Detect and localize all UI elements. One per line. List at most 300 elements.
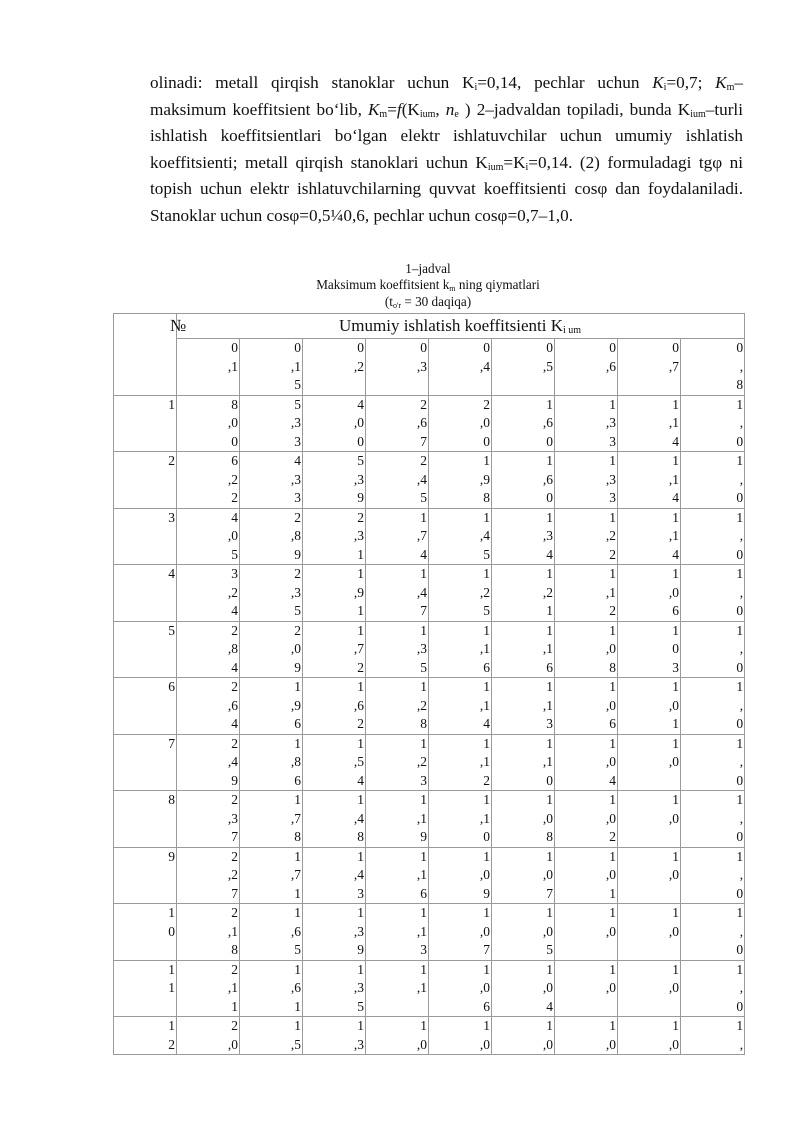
table-cell [492, 452, 555, 509]
cell-line: 1 [294, 848, 301, 864]
cell-line: 3 [231, 566, 238, 581]
table-cell [492, 791, 555, 848]
group-header-label: Umumiy ishlatish koeffitsienti K [339, 316, 563, 335]
table-cell [555, 452, 618, 509]
table-cell [366, 508, 429, 565]
cell-line: 1 [736, 453, 744, 468]
cell-line: 4 [672, 433, 679, 449]
column-header-row [114, 339, 745, 396]
cell-line: 0 [546, 340, 553, 355]
row-number-header: № [114, 314, 177, 396]
table-cell [429, 678, 492, 735]
cell-line: 1 [294, 961, 301, 977]
cell-line: 0 [736, 433, 744, 449]
paragraph-text: (K [401, 99, 420, 119]
table-cell [177, 452, 240, 509]
table-cell [303, 508, 366, 565]
cell-line: , [739, 641, 744, 656]
cell-line: 2 [420, 453, 427, 468]
cell-line: 5 [357, 453, 364, 468]
cell-line: 0 [736, 829, 744, 844]
cell-line: 0 [736, 716, 744, 731]
table-cell [240, 1017, 303, 1055]
cell-line: 1 [672, 566, 679, 581]
cell-line: 1 [546, 566, 553, 581]
cell-line: ,0 [605, 754, 616, 769]
cell-line: ,1 [542, 641, 553, 656]
cell-line: 3 [609, 433, 616, 449]
cell-line: 5 [483, 603, 490, 618]
row-number [114, 791, 177, 848]
cell-line: ,6 [353, 697, 364, 713]
cell-line: ,0 [353, 415, 364, 430]
cell-line: 7 [420, 603, 427, 618]
cell-line: 1 [736, 792, 744, 807]
cell-line: 3 [294, 433, 301, 449]
paragraph-italic: n [445, 99, 455, 119]
cell-line: ,2 [353, 358, 364, 374]
cell-line: ,1 [290, 358, 301, 374]
cell-line: 1 [357, 603, 364, 618]
cell-line: ,9 [479, 471, 490, 487]
paragraph-text: , [435, 99, 446, 119]
cell-line: 2 [231, 848, 238, 864]
cell-line: 0 [483, 433, 490, 449]
cell-line: 2 [231, 679, 238, 694]
row-number [114, 565, 177, 622]
table-cell [240, 904, 303, 961]
cell-line: 4 [672, 490, 679, 505]
cell-line: ,9 [353, 584, 364, 600]
cell-line: ,5 [290, 1036, 301, 1052]
cell-line: 1 [420, 622, 427, 638]
paragraph-text: =0,7; [666, 73, 716, 92]
cell-line: ,6 [227, 697, 238, 713]
table-cell [429, 565, 492, 622]
table-cell [429, 1017, 492, 1055]
cell-line: 1 [546, 848, 553, 864]
table-cell [177, 734, 240, 791]
cell-line: 1 [294, 735, 301, 751]
cell-line: 1 [609, 1018, 616, 1033]
cell-line: 3 [294, 490, 301, 505]
table-title-tail: ning qiymatlari [455, 277, 540, 292]
cell-line: 1 [357, 1018, 364, 1033]
cell-line: 1 [546, 509, 553, 525]
cell-line: , [739, 754, 744, 769]
table-cell [177, 1017, 240, 1055]
table-cell [429, 452, 492, 509]
cell-line: 1 [168, 396, 175, 412]
cell-line: 6 [168, 679, 175, 694]
paragraph-text: = [387, 99, 397, 119]
cell-line: ,4 [227, 754, 238, 769]
table-cell [492, 678, 555, 735]
cell-line: ,1 [227, 980, 238, 995]
cell-line: 1 [420, 566, 427, 581]
cell-line: ,0 [605, 697, 616, 713]
kmax-table [113, 313, 745, 1055]
cell-line: 6 [294, 716, 301, 731]
cell-line: 1 [736, 622, 744, 638]
cell-line: 1 [420, 509, 427, 525]
cell-line: 1 [168, 961, 175, 977]
cell-line: 2 [168, 453, 175, 468]
cell-line: ,4 [479, 528, 490, 543]
cell-line: 4 [672, 546, 679, 562]
cell-line: ,6 [290, 980, 301, 995]
table-cell [555, 565, 618, 622]
cell-line: 1 [294, 1018, 301, 1033]
table-cell [618, 621, 681, 678]
cell-line: ,4 [353, 810, 364, 826]
table-cell [303, 452, 366, 509]
cell-line: 2 [609, 829, 616, 844]
cell-line: 1 [546, 603, 553, 618]
table-cell [618, 847, 681, 904]
cell-line: ,1 [479, 754, 490, 769]
cell-line: 4 [609, 772, 616, 788]
paragraph-subscript: i [663, 82, 667, 93]
cell-line: 5 [168, 622, 175, 638]
cell-line: 4 [546, 998, 553, 1014]
cell-line: 9 [483, 885, 490, 901]
cell-line: 7 [420, 433, 427, 449]
cell-line: 5 [294, 603, 301, 618]
table-cell [555, 621, 618, 678]
paragraph-subscript: m [379, 108, 388, 120]
cell-line: 0 [168, 923, 175, 939]
table-cell [177, 621, 240, 678]
cell-line: 4 [231, 509, 238, 525]
cell-line: 1 [672, 396, 679, 412]
table-cell [492, 960, 555, 1017]
cell-line: ,3 [353, 528, 364, 543]
table-cell [366, 791, 429, 848]
cell-line: 8 [357, 829, 364, 844]
table-cell [555, 960, 618, 1017]
cell-line: ,0 [605, 867, 616, 882]
cell-line: 2 [483, 396, 490, 412]
cell-line: ,4 [416, 584, 427, 600]
cell-line: 1 [609, 509, 616, 525]
cell-line: 1 [483, 848, 490, 864]
column-header [681, 339, 745, 396]
cell-line: 1 [294, 998, 301, 1014]
paragraph-text: ) 2–jadvaldan topiladi, bunda K [458, 99, 691, 119]
cell-line: ,0 [416, 1036, 427, 1052]
row-number [114, 904, 177, 961]
table-cell [492, 508, 555, 565]
cell-line: ,0 [479, 980, 490, 995]
cell-line: 6 [483, 998, 490, 1014]
cell-line: ,0 [668, 923, 679, 939]
cell-line: 1 [294, 792, 301, 807]
cell-line: ,1 [227, 358, 238, 374]
cell-line: 3 [168, 509, 175, 525]
cell-line: 4 [546, 546, 553, 562]
cell-line: 1 [420, 1018, 427, 1033]
cell-line: 0 [231, 340, 238, 355]
cell-line: ,0 [668, 584, 679, 600]
cell-line: ,0 [668, 754, 679, 769]
cell-line: 1 [168, 905, 175, 920]
cell-line: 1 [609, 453, 616, 468]
cell-line: 1 [672, 848, 679, 864]
paragraph-text: =0,14, pechlar uchun [477, 73, 653, 92]
cell-line: 8 [546, 829, 553, 844]
cell-line: 7 [546, 885, 553, 901]
cell-line: 1 [736, 961, 744, 977]
cell-line: 3 [672, 659, 679, 675]
table-title [113, 277, 743, 293]
cell-line: 0 [736, 942, 744, 957]
table-cell [681, 791, 745, 848]
cell-line: ,3 [290, 584, 301, 600]
cell-line: 6 [294, 772, 301, 788]
table-row [114, 508, 745, 565]
cell-line: ,6 [605, 358, 616, 374]
table-cell [177, 904, 240, 961]
table-cell [366, 565, 429, 622]
cell-line: 1 [357, 905, 364, 920]
cell-line: 4 [168, 566, 175, 581]
table-cell [618, 960, 681, 1017]
row-number [114, 621, 177, 678]
paragraph-subscript: ium [487, 161, 504, 173]
cell-line: 5 [357, 998, 364, 1014]
cell-line: 8 [736, 377, 744, 392]
cell-line: 1 [357, 679, 364, 694]
cell-line: ,6 [290, 923, 301, 939]
table-cell [366, 960, 429, 1017]
paragraph-subscript: ium [419, 108, 436, 120]
row-number [114, 395, 177, 452]
cell-line: 9 [420, 829, 427, 844]
table-cell [429, 847, 492, 904]
cell-line: 0 [736, 490, 744, 505]
cell-line: 1 [546, 453, 553, 468]
table-cell [303, 395, 366, 452]
cell-line: 9 [168, 848, 175, 864]
table-cell [429, 734, 492, 791]
paragraph-subscript: i [525, 161, 529, 173]
cell-line: 3 [609, 490, 616, 505]
table-cell [681, 904, 745, 961]
cell-line: 9 [357, 490, 364, 505]
table-subtitle [113, 294, 743, 310]
cell-line: 0 [546, 772, 553, 788]
cell-line: 1 [546, 905, 553, 920]
cell-line: 1 [420, 961, 427, 977]
table-cell [618, 452, 681, 509]
table-row [114, 791, 745, 848]
cell-line: 8 [294, 829, 301, 844]
cell-line: ,0 [605, 1036, 616, 1052]
table-cell [303, 847, 366, 904]
table-cell [681, 565, 745, 622]
cell-line: ,0 [542, 923, 553, 939]
cell-line: 1 [609, 848, 616, 864]
table-title-sub: m [449, 284, 456, 293]
table-cell [303, 734, 366, 791]
cell-line: , [739, 415, 744, 430]
cell-line: 2 [294, 622, 301, 638]
cell-line: ,3 [353, 923, 364, 939]
cell-line: ,3 [227, 810, 238, 826]
cell-line: ,2 [479, 584, 490, 600]
cell-line: 1 [546, 622, 553, 638]
table-cell [618, 904, 681, 961]
paragraph-text: =K [503, 152, 526, 172]
cell-line: 2 [231, 490, 238, 505]
cell-line: 1 [736, 848, 744, 864]
cell-line: 3 [420, 772, 427, 788]
cell-line: 1 [609, 735, 616, 751]
paragraph-italic: f [396, 99, 402, 119]
table-cell [429, 904, 492, 961]
table-cell [618, 1017, 681, 1055]
cell-line: 8 [231, 396, 238, 412]
cell-line: ,7 [416, 528, 427, 543]
table-cell [177, 565, 240, 622]
cell-line: 4 [357, 396, 364, 412]
cell-line: 3 [546, 716, 553, 731]
cell-line: ,0 [227, 415, 238, 430]
cell-line: , [739, 867, 744, 882]
table-row [114, 734, 745, 791]
cell-line: 1 [420, 905, 427, 920]
cell-line: 1 [672, 792, 679, 807]
cell-line: ,1 [479, 810, 490, 826]
cell-line: 6 [231, 453, 238, 468]
table-cell [555, 395, 618, 452]
table-cell [177, 508, 240, 565]
cell-line: 6 [672, 603, 679, 618]
cell-line: 1 [420, 792, 427, 807]
cell-line: 2 [609, 546, 616, 562]
cell-line: 1 [168, 1018, 175, 1033]
row-number [114, 847, 177, 904]
column-header [303, 339, 366, 396]
group-header [177, 314, 745, 339]
cell-line: ,6 [542, 415, 553, 430]
table-row [114, 1017, 745, 1055]
table-cell [240, 960, 303, 1017]
table-cell [681, 452, 745, 509]
cell-line: 1 [483, 622, 490, 638]
cell-line: 5 [294, 377, 301, 392]
cell-line: 1 [357, 622, 364, 638]
table-row [114, 904, 745, 961]
cell-line: ,3 [416, 641, 427, 656]
cell-line: 2 [609, 603, 616, 618]
cell-line: 2 [231, 792, 238, 807]
cell-line: 1 [672, 509, 679, 525]
table-cell [366, 1017, 429, 1055]
cell-line: 1 [672, 716, 679, 731]
table-cell [492, 847, 555, 904]
cell-line: 1 [357, 546, 364, 562]
cell-line: ,0 [479, 867, 490, 882]
cell-line: 1 [672, 453, 679, 468]
table-cell [366, 678, 429, 735]
column-header [240, 339, 303, 396]
cell-line: 0 [672, 641, 679, 656]
cell-line: 0 [357, 340, 364, 355]
table-row [114, 847, 745, 904]
table-cell [303, 904, 366, 961]
cell-line: ,0 [542, 867, 553, 882]
cell-line: 0 [736, 998, 744, 1014]
cell-line: 4 [231, 603, 238, 618]
cell-line: 1 [546, 1018, 553, 1033]
cell-line: 1 [609, 885, 616, 901]
table-cell [681, 734, 745, 791]
cell-line: ,5 [542, 358, 553, 374]
table-cell [618, 678, 681, 735]
table-cell [618, 565, 681, 622]
table-cell [681, 508, 745, 565]
cell-line: 1 [294, 885, 301, 901]
cell-line: 1 [609, 566, 616, 581]
cell-line: ,0 [668, 697, 679, 713]
cell-line: 0 [672, 340, 679, 355]
cell-line: 1 [736, 679, 744, 694]
table-cell [366, 452, 429, 509]
cell-line: 1 [609, 396, 616, 412]
cell-line: ,3 [605, 471, 616, 487]
cell-line: 1 [609, 961, 616, 977]
table-cell [240, 395, 303, 452]
cell-line: ,1 [416, 980, 427, 995]
cell-line: 2 [231, 905, 238, 920]
cell-line: ,2 [227, 471, 238, 487]
cell-line: 2 [483, 772, 490, 788]
cell-line: 0 [736, 546, 744, 562]
table-cell [303, 565, 366, 622]
table-cell [429, 395, 492, 452]
cell-line: 5 [294, 396, 301, 412]
table-cell [429, 791, 492, 848]
table-cell [303, 1017, 366, 1055]
table-cell [177, 395, 240, 452]
cell-line: ,1 [542, 754, 553, 769]
cell-line: 1 [672, 735, 679, 751]
table-row [114, 678, 745, 735]
table-row [114, 452, 745, 509]
cell-line: 1 [609, 679, 616, 694]
cell-line: 1 [546, 792, 553, 807]
cell-line: , [739, 810, 744, 826]
cell-line: ,2 [227, 867, 238, 882]
cell-line: 2 [231, 735, 238, 751]
table-row [114, 565, 745, 622]
table-row [114, 621, 745, 678]
cell-line: 8 [231, 942, 238, 957]
cell-line: 5 [483, 546, 490, 562]
cell-line: 1 [420, 679, 427, 694]
cell-line: 5 [420, 490, 427, 505]
table-cell [681, 960, 745, 1017]
cell-line: ,2 [416, 697, 427, 713]
cell-line: ,4 [416, 471, 427, 487]
cell-line: ,0 [227, 1036, 238, 1052]
cell-line: 7 [168, 735, 175, 751]
cell-line: 1 [483, 961, 490, 977]
cell-line: 8 [168, 792, 175, 807]
table-subtitle-sub: o'r [392, 301, 402, 310]
